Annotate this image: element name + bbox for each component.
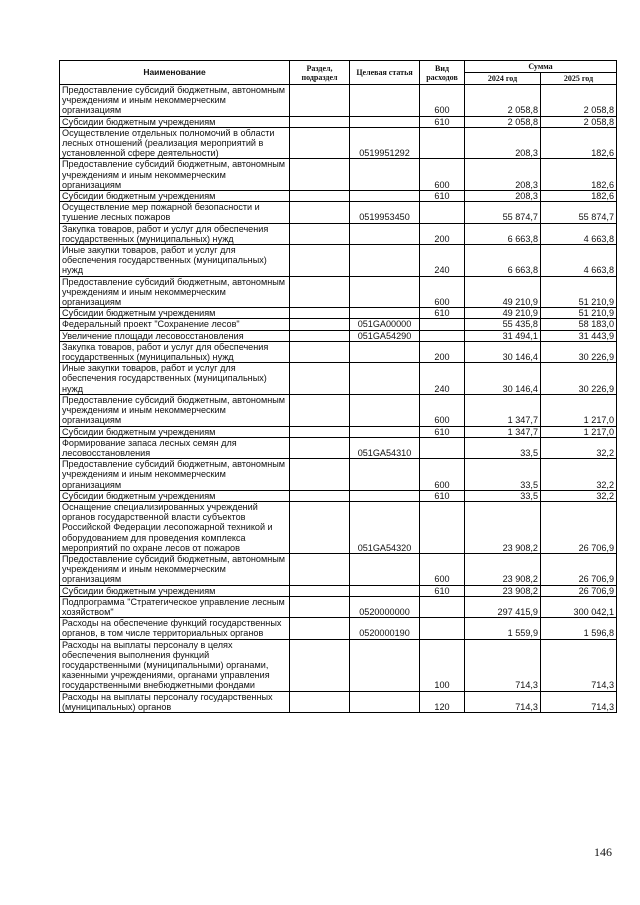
row-kind: [420, 330, 465, 341]
header-sum: Сумма: [465, 61, 617, 73]
row-kind: [420, 202, 465, 223]
row-name: Предоставление субсидий бюджетным, автономным учреждениям и иным некоммерческим организациям: [60, 85, 290, 117]
row-sum-2025: 26 706,9: [541, 585, 617, 596]
row-sum-2024: 2 058,8: [465, 116, 541, 127]
table-row: [60, 639, 617, 691]
row-sum-2025: 714,3: [541, 691, 617, 712]
row-sum-2025: 4 663,8: [541, 223, 617, 244]
row-sum-2024: 714,3: [465, 639, 541, 691]
row-section: [290, 223, 350, 244]
row-sum-2024: 23 908,2: [465, 585, 541, 596]
row-sum-2024: 1 347,7: [465, 394, 541, 426]
row-sum-2025: 58 183,0: [541, 319, 617, 330]
row-sum-2025: 4 663,8: [541, 245, 617, 277]
row-sum-2024: 714,3: [465, 691, 541, 712]
row-name: Иные закупки товаров, работ и услуг для обеспечения государственных (муниципальных) нужд: [60, 245, 290, 277]
row-name: Субсидии бюджетным учреждениям: [60, 116, 290, 127]
row-section: [290, 596, 350, 617]
row-sum-2025: 32,2: [541, 437, 617, 458]
row-sum-2025: 55 874,7: [541, 202, 617, 223]
row-sum-2024: 31 494,1: [465, 330, 541, 341]
row-section: [290, 159, 350, 191]
header-kind: Вид расходов: [420, 61, 465, 85]
table-row: [60, 159, 617, 191]
row-sum-2025: 30 226,9: [541, 363, 617, 395]
row-kind: 610: [420, 585, 465, 596]
row-sum-2024: 208,3: [465, 127, 541, 159]
row-target: 051GA00000: [350, 319, 420, 330]
row-target: [350, 553, 420, 585]
row-section: [290, 691, 350, 712]
table-row: [60, 618, 617, 639]
row-kind: 610: [420, 490, 465, 501]
row-kind: 200: [420, 223, 465, 244]
row-target: [350, 223, 420, 244]
row-name: Предоставление субсидий бюджетным, автономным учреждениям и иным некоммерческим организациям: [60, 159, 290, 191]
table-row: [60, 85, 617, 117]
row-target: [350, 585, 420, 596]
row-target: [350, 394, 420, 426]
row-sum-2025: 32,2: [541, 490, 617, 501]
row-target: [350, 159, 420, 191]
row-name: Формирование запаса лесных семян для лесовосстановления: [60, 437, 290, 458]
row-sum-2024: 55 435,8: [465, 319, 541, 330]
row-target: [350, 639, 420, 691]
table-row: [60, 596, 617, 617]
row-section: [290, 341, 350, 362]
row-kind: 600: [420, 553, 465, 585]
row-sum-2024: 30 146,4: [465, 341, 541, 362]
row-section: [290, 245, 350, 277]
table-row: [60, 191, 617, 202]
row-target: [350, 363, 420, 395]
row-name: Осуществление мер пожарной безопасности и тушение лесных пожаров: [60, 202, 290, 223]
row-kind: 200: [420, 341, 465, 362]
table-row: [60, 308, 617, 319]
row-target: [350, 341, 420, 362]
row-sum-2024: 1 559,9: [465, 618, 541, 639]
row-sum-2025: 1 596,8: [541, 618, 617, 639]
table-row: [60, 553, 617, 585]
row-target: [350, 276, 420, 308]
row-name: Предоставление субсидий бюджетным, автономным учреждениям и иным некоммерческим организациям: [60, 276, 290, 308]
row-kind: 610: [420, 308, 465, 319]
row-sum-2024: 23 908,2: [465, 553, 541, 585]
row-sum-2025: 30 226,9: [541, 341, 617, 362]
row-target: 0519951292: [350, 127, 420, 159]
row-target: [350, 490, 420, 501]
row-name: Оснащение специализированных учреждений органов государственной власти субъектов Российской Федерации лесопожарной техникой и оборудованием для проведения комплекса мероприятий по охране лесов от пожаров: [60, 501, 290, 553]
row-name: Подпрограмма "Стратегическое управление лесным хозяйством": [60, 596, 290, 617]
table-row: [60, 223, 617, 244]
row-target: [350, 191, 420, 202]
row-kind: 610: [420, 116, 465, 127]
row-section: [290, 426, 350, 437]
header-section: Раздел, подраздел: [290, 61, 350, 85]
row-section: [290, 363, 350, 395]
row-sum-2025: 26 706,9: [541, 501, 617, 553]
header-year-2025: 2025 год: [541, 73, 617, 85]
row-kind: 600: [420, 85, 465, 117]
row-sum-2025: 2 058,8: [541, 116, 617, 127]
row-name: Федеральный проект "Сохранение лесов": [60, 319, 290, 330]
header-target: Целевая статья: [350, 61, 420, 85]
row-section: [290, 394, 350, 426]
row-section: [290, 553, 350, 585]
row-sum-2025: 32,2: [541, 459, 617, 491]
row-sum-2024: 55 874,7: [465, 202, 541, 223]
row-section: [290, 127, 350, 159]
row-section: [290, 459, 350, 491]
row-kind: [420, 596, 465, 617]
row-sum-2024: 49 210,9: [465, 308, 541, 319]
table-row: [60, 394, 617, 426]
row-target: [350, 459, 420, 491]
row-name: Увеличение площади лесовосстановления: [60, 330, 290, 341]
row-kind: 600: [420, 459, 465, 491]
row-sum-2025: 1 217,0: [541, 426, 617, 437]
row-section: [290, 191, 350, 202]
row-sum-2024: 6 663,8: [465, 245, 541, 277]
row-sum-2024: 30 146,4: [465, 363, 541, 395]
row-target: [350, 245, 420, 277]
row-name: Иные закупки товаров, работ и услуг для обеспечения государственных (муниципальных) нужд: [60, 363, 290, 395]
table-row: [60, 276, 617, 308]
row-sum-2025: 182,6: [541, 127, 617, 159]
table-row: [60, 363, 617, 395]
row-sum-2025: 51 210,9: [541, 276, 617, 308]
row-section: [290, 330, 350, 341]
table-row: [60, 127, 617, 159]
row-section: [290, 85, 350, 117]
row-kind: 610: [420, 426, 465, 437]
table-row: [60, 202, 617, 223]
row-section: [290, 308, 350, 319]
row-sum-2025: 31 443,9: [541, 330, 617, 341]
table-row: [60, 245, 617, 277]
row-target: 0520000000: [350, 596, 420, 617]
row-name: Субсидии бюджетным учреждениям: [60, 191, 290, 202]
row-kind: 600: [420, 276, 465, 308]
table-row: [60, 426, 617, 437]
row-kind: 120: [420, 691, 465, 712]
row-name: Осуществление отдельных полномочий в области лесных отношений (реализация мероприятий в установленной сфере деятельности): [60, 127, 290, 159]
row-name: Субсидии бюджетным учреждениям: [60, 585, 290, 596]
row-sum-2025: 26 706,9: [541, 553, 617, 585]
row-section: [290, 639, 350, 691]
row-kind: [420, 437, 465, 458]
row-target: 051GA54320: [350, 501, 420, 553]
header-name: Наименование: [60, 61, 290, 85]
row-name: Закупка товаров, работ и услуг для обеспечения государственных (муниципальных) нужд: [60, 341, 290, 362]
row-target: [350, 116, 420, 127]
row-kind: [420, 319, 465, 330]
table-row: [60, 437, 617, 458]
row-kind: 240: [420, 363, 465, 395]
table-row: [60, 501, 617, 553]
row-kind: 240: [420, 245, 465, 277]
row-sum-2025: 714,3: [541, 639, 617, 691]
row-sum-2025: 1 217,0: [541, 394, 617, 426]
row-name: Расходы на обеспечение функций государственных органов, в том числе территориальных органов: [60, 618, 290, 639]
table-row: [60, 330, 617, 341]
row-kind: [420, 618, 465, 639]
row-sum-2024: 33,5: [465, 437, 541, 458]
row-name: Субсидии бюджетным учреждениям: [60, 308, 290, 319]
row-kind: [420, 127, 465, 159]
row-sum-2025: 182,6: [541, 191, 617, 202]
row-name: Расходы на выплаты персоналу государственных (муниципальных) органов: [60, 691, 290, 712]
table-row: [60, 490, 617, 501]
row-sum-2024: 33,5: [465, 490, 541, 501]
budget-table: [59, 60, 617, 713]
row-sum-2024: 208,3: [465, 191, 541, 202]
row-sum-2024: 23 908,2: [465, 501, 541, 553]
row-target: [350, 308, 420, 319]
row-name: Расходы на выплаты персоналу в целях обеспечения выполнения функций государственными (муниципальными) органами, казенными учреждениями, органами управления государственными внебюджетными фондами: [60, 639, 290, 691]
row-sum-2024: 208,3: [465, 159, 541, 191]
table-row: [60, 691, 617, 712]
row-section: [290, 490, 350, 501]
page-number: 146: [594, 845, 612, 859]
row-section: [290, 116, 350, 127]
row-target: 051GA54310: [350, 437, 420, 458]
row-name: Предоставление субсидий бюджетным, автономным учреждениям и иным некоммерческим организациям: [60, 553, 290, 585]
row-name: Закупка товаров, работ и услуг для обеспечения государственных (муниципальных) нужд: [60, 223, 290, 244]
table-row: [60, 319, 617, 330]
row-sum-2024: 297 415,9: [465, 596, 541, 617]
row-target: [350, 691, 420, 712]
row-name: Предоставление субсидий бюджетным, автономным учреждениям и иным некоммерческим организациям: [60, 459, 290, 491]
row-name: Субсидии бюджетным учреждениям: [60, 426, 290, 437]
row-kind: 600: [420, 394, 465, 426]
row-kind: [420, 501, 465, 553]
row-section: [290, 618, 350, 639]
table-body: [60, 85, 617, 713]
table-row: [60, 459, 617, 491]
row-sum-2024: 2 058,8: [465, 85, 541, 117]
row-kind: 610: [420, 191, 465, 202]
row-target: 0519953450: [350, 202, 420, 223]
row-sum-2024: 49 210,9: [465, 276, 541, 308]
row-target: 051GA54290: [350, 330, 420, 341]
row-name: Субсидии бюджетным учреждениям: [60, 490, 290, 501]
header-year-2024: 2024 год: [465, 73, 541, 85]
row-sum-2024: 6 663,8: [465, 223, 541, 244]
row-section: [290, 202, 350, 223]
row-target: 0520000190: [350, 618, 420, 639]
row-section: [290, 501, 350, 553]
row-section: [290, 276, 350, 308]
row-sum-2025: 300 042,1: [541, 596, 617, 617]
row-section: [290, 437, 350, 458]
row-kind: 600: [420, 159, 465, 191]
row-section: [290, 319, 350, 330]
row-section: [290, 585, 350, 596]
row-name: Предоставление субсидий бюджетным, автономным учреждениям и иным некоммерческим организациям: [60, 394, 290, 426]
row-sum-2024: 1 347,7: [465, 426, 541, 437]
table-row: [60, 585, 617, 596]
row-sum-2025: 51 210,9: [541, 308, 617, 319]
table-row: [60, 116, 617, 127]
row-target: [350, 426, 420, 437]
row-sum-2024: 33,5: [465, 459, 541, 491]
row-sum-2025: 182,6: [541, 159, 617, 191]
row-kind: 100: [420, 639, 465, 691]
table-row: [60, 341, 617, 362]
row-sum-2025: 2 058,8: [541, 85, 617, 117]
row-target: [350, 85, 420, 117]
